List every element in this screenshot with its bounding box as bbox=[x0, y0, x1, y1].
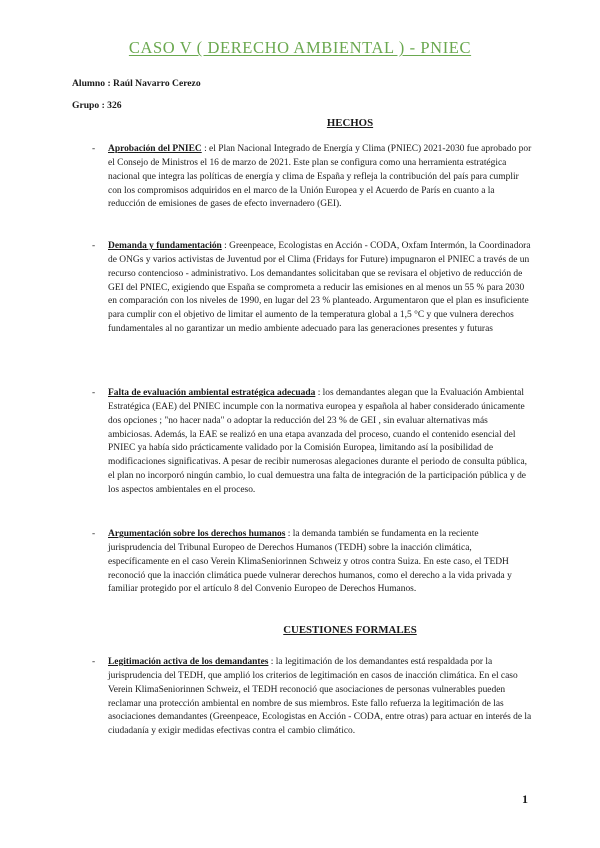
list-item bbox=[92, 656, 533, 739]
section-heading-cuestiones-formales: CUESTIONES FORMALES bbox=[283, 624, 417, 636]
bullet-dash: - bbox=[92, 144, 96, 154]
bullet-dash: - bbox=[92, 241, 96, 251]
bullet-dash: - bbox=[92, 657, 96, 667]
item-text: : el Plan Nacional Integrado de Energía y Clima (PNIEC) 2021-2030 fue aprobado por el Consejo de Ministros el 16 de marzo de 2021. Este plan se configura como una herramienta estratégica nacional que integra las políticas de energía y clima de España y refleja la contribución del país para cumplir con los compromisos adquiridos en el marco de la Unión Europea y el Acuerdo de París en cuanto a la reducción de emisiones de gases de efecto invernadero (GEI). bbox=[108, 144, 532, 210]
bullet-dash: - bbox=[92, 388, 96, 398]
list-item bbox=[92, 387, 533, 498]
item-lead: Aprobación del PNIEC bbox=[108, 144, 202, 154]
item-text: : la legitimación de los demandantes está respaldada por la jurisprudencia del TEDH, que amplió los criterios de legitimación en casos de inacción climática. En el caso Verein KlimaSeniorinnen Schweiz, el TEDH reconoció que asociaciones de personas vulnerables pueden reclamar una protección ambiental en nombre de sus miembros. Este fallo refuerza la legitimación de las asociaciones demandantes (Greenpeace, Ecologistas en Acción - CODA, entre otras) para actuar en interés de la ciudadanía y exigir medidas efectivas contra el cambio climático. bbox=[108, 657, 532, 737]
item-text: : la demanda también se fundamenta en la reciente jurisprudencia del Tribunal Europeo de Derechos Humanos (TEDH) sobre la inacción climática, específicamente en el caso Verein KlimaSeniorinnen Schweiz y otros contra Suiza. En este caso, el TEDH reconoció que la inacción climática puede vulnerar derechos humanos, como el derecho a la vida privada y familiar protegido por el artículo 8 del Convenio Europeo de Derechos Humanos. bbox=[108, 529, 512, 595]
item-lead: Demanda y fundamentación bbox=[108, 241, 222, 251]
item-text: : los demandantes alegan que la Evaluación Ambiental Estratégica (EAE) del PNIEC incumple con la normativa europea y española al haber considerado únicamente dos opciones ; "no hacer nada" o adoptar la reducción del 23 % de GEI , sin evaluar alternativas más ambiciosas. Además, la EAE se realizó en una etapa avanzada del proceso, cuando el contenido esencial del PNIEC ya había sido prácticamente validado por la Comisión Europea, limitando así la posibilidad de modificaciones significativas. A pesar de recibir numerosas alegaciones durante el periodo de consulta pública, el plan no incorporó ningún cambio, lo cual demuestra una falta de integración de la participación pública y de los aspectos ambientales en el proceso. bbox=[108, 388, 528, 495]
list-item bbox=[92, 143, 533, 212]
item-lead: Argumentación sobre los derechos humanos bbox=[108, 529, 286, 539]
student-name: Alumno : Raúl Navarro Cerezo bbox=[72, 78, 201, 89]
item-text: : Greenpeace, Ecologistas en Acción - CODA, Oxfam Intermón, la Coordinadora de ONGs y varios activistas de Juventud por el Clima (Fridays for Future) impugnaron el PNIEC a través de un recurso contencioso - administrativo. Los demandantes solicitaban que se revisara el objetivo de reducción de GEI del PNIEC, exigiendo que España se comprometa a reducir las emisiones en al menos un 55 % para 2030 en comparación con los niveles de 1990, en lugar del 23 % planteado. Argumentaron que el plan es insuficiente para cumplir con el objetivo de limitar el aumento de la temperatura global a 1,5 °C y que vulnera derechos fundamentales al no garantizar un medio ambiente adecuado para las generaciones presentes y futuras bbox=[108, 241, 531, 335]
bullet-dash: - bbox=[92, 529, 96, 539]
list-item bbox=[92, 528, 533, 597]
group-number: Grupo : 326 bbox=[72, 100, 122, 111]
list-item bbox=[92, 240, 533, 337]
section-heading-hechos: HECHOS bbox=[326, 117, 374, 129]
item-lead: Legitimación activa de los demandantes bbox=[108, 657, 269, 667]
document-title: CASO V ( DERECHO AMBIENTAL ) - PNIEC bbox=[128, 38, 472, 57]
item-lead: Falta de evaluación ambiental estratégica adecuada bbox=[108, 388, 316, 398]
page-number: 1 bbox=[522, 792, 528, 806]
